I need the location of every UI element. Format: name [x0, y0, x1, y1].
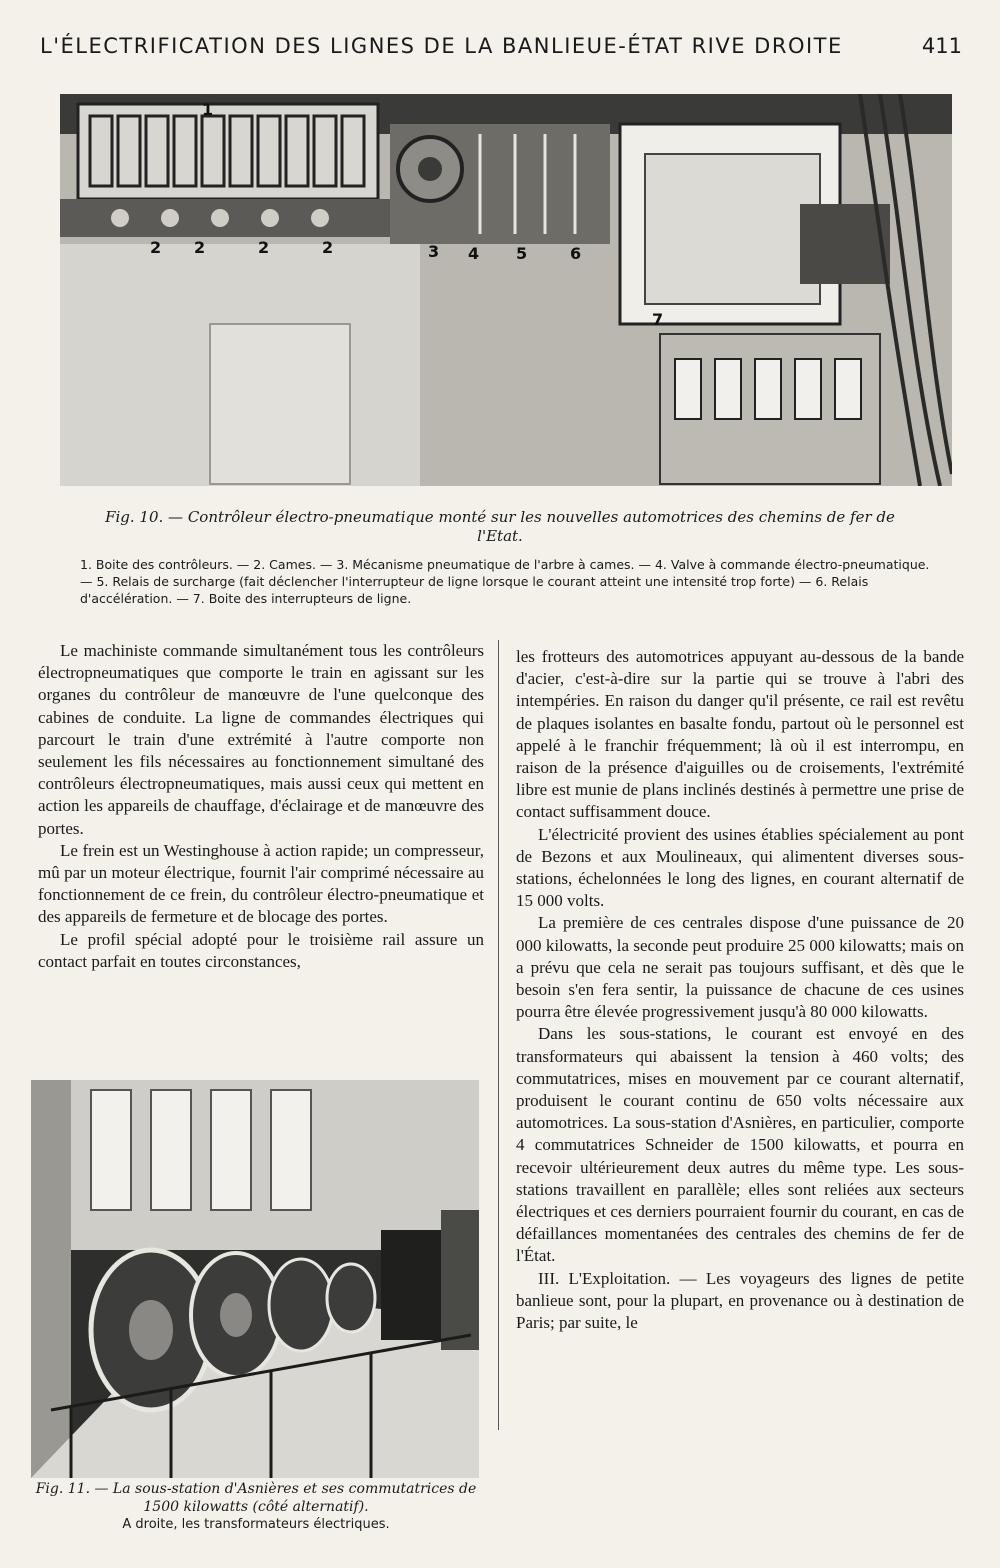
- running-title: L'ÉLECTRIFICATION DES LIGNES DE LA BANLIEUE-ÉTAT RIVE DROITE: [40, 34, 843, 58]
- figure-11-note: A droite, les transformateurs électriques.: [122, 1517, 390, 1532]
- paragraph: III. L'Exploitation. — Les voyageurs des lignes de petite banlieue sont, pour la plupart, en provenance ou à destination de Paris; par suite, le: [516, 1268, 964, 1333]
- paragraph: les frotteurs des automotrices appuyant au-dessous de la bande d'acier, c'est-à-dire sur la partie qui se trouve à l'abri des intempéries. En raison du danger qu'il présente, ce rail est revêtu de plaques isolantes en basalte fondu, partout où le personnel est appelé à le franchir fréquemment; là où il est interrompu, en raison de la présence d'aiguilles ou de croisements, l'extrémité libre est munie de plans inclinés destinés à permettre une prise de contact suffisamment douce.: [516, 647, 964, 822]
- callout-2: 2: [258, 238, 270, 257]
- figure-10-legend: 1. Boite des contrôleurs. — 2. Cames. — 3. Mécanisme pneumatique de l'arbre à cames. — 4. Valve à commande électro-pneumatique. — 5. Relais de surcharge (fait déclencher l'interrupteur de ligne lorsque le courant atteint une intensité trop forte) — 6. Relais d'accélération. — 7. Boite des interrupteurs de ligne.: [80, 557, 930, 606]
- callout-4: 4: [468, 244, 480, 263]
- paragraph: Le machiniste commande simultanément tous les contrôleurs électropneumatiques que comporte le train en agissant sur les organes du contrôleur de manœuvre de l'une quelconque des cabines de conduite. La ligne de commandes électriques qui parcourt le train d'une extrémité à l'autre comporte non seulement les fils nécessaires au fonctionnement simultané des contrôleurs électropneumatiques, mais aussi ceux qui mettent en action les appareils de chauffage, d'éclairage et de manœuvre des portes.: [38, 641, 484, 838]
- callout-5: 5: [516, 244, 528, 263]
- paragraph: Le profil spécial adopté pour le troisième rail assure un contact parfait en toutes circonstances,: [38, 929, 484, 971]
- column-divider: [498, 640, 499, 1430]
- figure-11-photo: [31, 1080, 479, 1478]
- paragraph: Dans les sous-stations, le courant est envoyé en des transformateurs qui abaissent la tension à 460 volts; des commutatrices, mises en mouvement par ce courant alternatif, produisent le courant continu de 650 volts nécessaire aux automotrices. La sous-station d'Asnières, en particulier, comporte 4 commutatrices Schneider de 1500 kilowatts, et pourra en recevoir ultérieurement deux autres du même type. Les sous-stations travaillent en parallèle; elles sont reliées aux secteurs électriques et ces derniers pourraient fournir du courant, en cas de défaillances momentanées des centrales des chemins de fer de l'État.: [516, 1024, 964, 1266]
- callout-3: 3: [428, 242, 440, 261]
- paragraph: L'électricité provient des usines établies spécialement au pont de Bezons et aux Moulineaux, qui alimentent diverses sous-stations, échelonnées le long des lignes, en courant alternatif de 15 000 volts.: [516, 824, 964, 911]
- substation-illustration: [31, 1080, 479, 1478]
- figure-11-caption-block: [30, 1480, 482, 1534]
- callout-6: 6: [570, 244, 582, 263]
- callout-2: 2: [150, 238, 162, 257]
- figure-10-photo: [60, 94, 952, 486]
- paragraph: Le frein est un Westinghouse à action rapide; un compresseur, mû par un moteur électrique, fournit l'air comprimé nécessaire au fonctionnement de ce frein, du contrôleur électro-pneumatique et des appareils de fermeture et de blocage des portes.: [38, 840, 484, 927]
- figure-11-caption: Fig. 11. — La sous-station d'Asnières et ses commutatrices de 1500 kilowatts (côté alternatif).: [35, 1481, 477, 1515]
- callout-2: 2: [322, 238, 334, 257]
- right-column: [516, 646, 964, 1334]
- page-number: 411: [921, 34, 962, 58]
- callout-7: 7: [652, 310, 664, 329]
- page-header: [30, 30, 970, 70]
- controller-illustration: [60, 94, 952, 486]
- figure-10-caption: Fig. 10. — Contrôleur électro-pneumatique monté sur les nouvelles automotrices des chemins de fer de l'Etat.: [105, 508, 895, 545]
- paragraph: La première de ces centrales dispose d'une puissance de 20 000 kilowatts, la seconde peut produire 25 000 kilowatts; mais on a prévu que cela ne serait pas toujours suffisant, et dès que le besoin s'en fera sentir, la puissance de chacune de ces usines pourra être élevée progressivement jusqu'à 80 000 kilowatts.: [516, 913, 964, 1022]
- callout-1: 1: [202, 100, 214, 119]
- callout-2: 2: [194, 238, 206, 257]
- left-column: [38, 640, 484, 973]
